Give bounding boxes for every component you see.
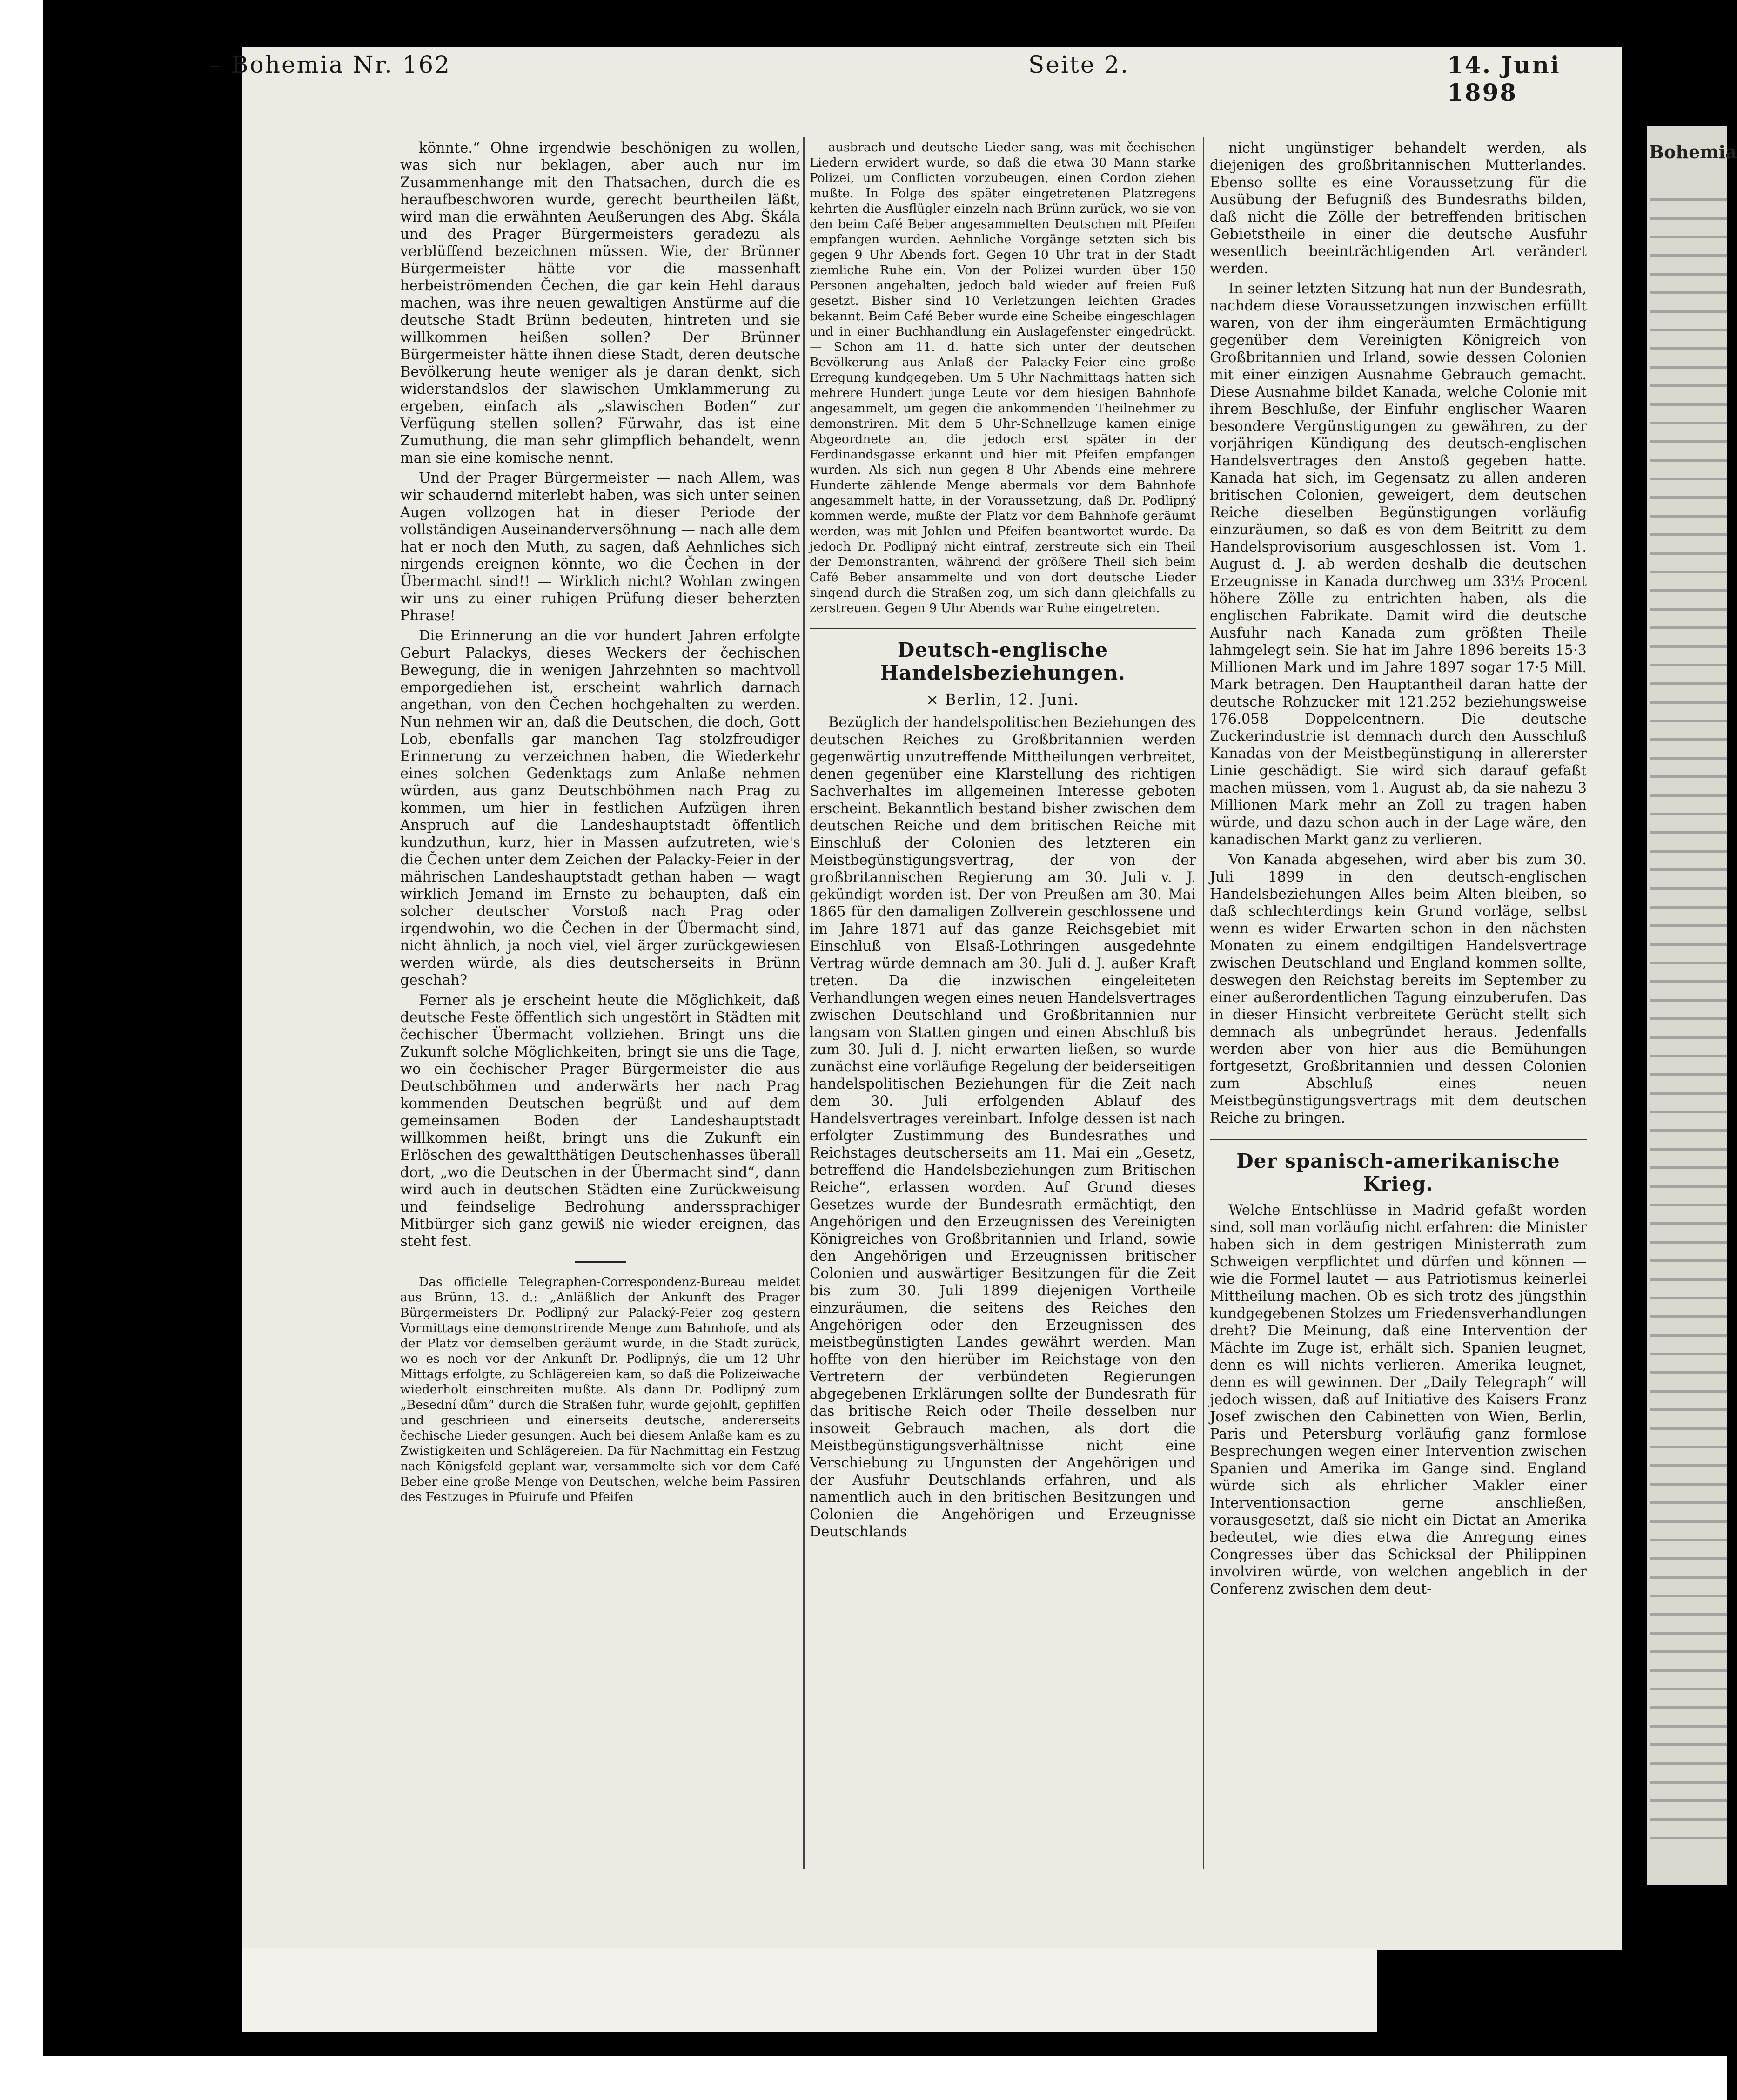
- adjacent-text-line: [1650, 493, 1727, 502]
- column-rule: [803, 137, 805, 1869]
- adjacent-text-line: [1650, 866, 1727, 874]
- adjacent-text-line: [1650, 195, 1727, 204]
- adjacent-text-line: [1650, 1033, 1727, 1042]
- adjacent-text-line: [1650, 214, 1727, 222]
- adjacent-text-line: [1650, 605, 1727, 613]
- adjacent-text-line: [1650, 1703, 1727, 1712]
- adjacent-text-line: [1650, 1108, 1727, 1116]
- adjacent-text-line: [1650, 1555, 1727, 1563]
- adjacent-text-line: [1650, 773, 1727, 781]
- column-1: [400, 140, 800, 1871]
- adjacent-text-line: [1650, 977, 1727, 986]
- adjacent-text-line: [1650, 1573, 1727, 1582]
- page-header: [209, 51, 1577, 106]
- adjacent-text-line: [1650, 289, 1727, 297]
- adjacent-text-line: [1650, 1741, 1727, 1749]
- adjacent-text-line: [1650, 1461, 1727, 1470]
- adjacent-text-line: [1650, 1089, 1727, 1097]
- adjacent-text-line: [1650, 661, 1727, 669]
- adjacent-text-line: [1650, 456, 1727, 464]
- adjacent-text-line: [1650, 1480, 1727, 1488]
- adjacent-text-line: [1650, 1536, 1727, 1544]
- article-paragraph: Welche Entschlüsse in Madrid gefaßt worden sind, soll man vorläufig nicht erfahren: die Minister haben sich in dem gestrigen Ministerrath zum Schweigen verpflichtet und dürfen und können — wie die Formel lautet — aus Patriotismus keinerlei Mittheilung machen. Ob es sich trotz des jüngsthin kundgegebenen Stolzes um Friedensverhandlungen dreht? Die Meinung, daß eine Intervention der Mächte im Zuge ist, erhält sich. Spanien leugnet, denn es will nichts verlieren. Amerika leugnet, denn es will gewinnen. Der „Daily Telegraph“ will jedoch wissen, daß auf Initiative des Kaisers Franz Josef zwischen den Cabinetten von Wien, Berlin, Paris und Petersburg vorläufig ganz formlose Besprechungen wegen einer Intervention zwischen Spanien und Amerika im Gange sind. England würde sich als ehrlicher Makler einer Interventionsaction gerne anschließen, vorausgesetzt, daß sie nicht ein Dictat an Amerika bedeutet, wie dies etwa die Anregung eines Congresses über das Schicksal der Philippinen involviren würde, von welchen angeblich in der Conferenz zwischen dem deut-: [1210, 1202, 1587, 1597]
- adjacent-text-line: [1650, 1778, 1727, 1786]
- adjacent-text-line: [1650, 1722, 1727, 1730]
- adjacent-text-line: [1650, 1759, 1727, 1768]
- adjacent-text-line: [1650, 382, 1727, 390]
- adjacent-text-line: [1650, 326, 1727, 334]
- article-paragraph: nicht ungünstiger behandelt werden, als diejenigen des großbritannischen Mutterlandes. Ebenso sollte es eine Voraussetzung für die Ausübung der Befugniß des Bundesraths bilden, daß nicht die Zölle der betreffenden britischen Gebietstheile in einer die deutsche Ausfuhr wesentlich beeinträchtigenden Art verändert werden.: [1210, 140, 1587, 277]
- adjacent-text-line: [1650, 1834, 1727, 1842]
- adjacent-text-line: [1650, 270, 1727, 278]
- column-rule: [1203, 137, 1204, 1869]
- adjacent-text-line: [1650, 1406, 1727, 1414]
- masthead-issue: – Bohemia Nr. 162: [209, 51, 451, 78]
- adjacent-text-line: [1650, 1592, 1727, 1600]
- adjacent-text-line: [1650, 1312, 1727, 1321]
- film-border-left: [0, 0, 43, 2100]
- article-paragraph: Ferner als je erscheint heute die Möglichkeit, daß deutsche Feste öffentlich sich ungestört in Städten mit čechischer Übermacht vollziehen. Bringt uns die Zukunft solche Möglichkeiten, bringt sie uns die Tage, wo ein čechischer Prager Bürgermeister die aus Deutschböhmen und anderwärts her nach Prag kommenden Deutschen begrüßt und auf dem gemeinsamen Boden der Landeshauptstadt willkommen heißt, bringt uns die Zukunft ein Erlöschen des gewaltthätigen Deutschenhasses überall dort, „wo die Deutschen in der Übermacht sind“, dann wird auch in deutschen Städten eine Zurückweisung und feindselige Bedrohung anderssprachiger Mitbürger sich ganz gewiß nie wieder ereignen, das steht fest.: [400, 992, 800, 1250]
- adjacent-page-fragment: [1647, 126, 1737, 1885]
- article-paragraph: Und der Prager Bürgermeister — nach Allem, was wir schaudernd miterlebt haben, was sich unter seinen Augen vollzogen hat in dieser Periode der vollständigen Auseinanderversöhnung — nach alle dem hat er noch den Muth, zu sagen, daß Aehnliches sich nirgends ereignen könnte, wo die Čechen in der Übermacht sind!! — Wirklich nicht? Wohlan zwingen wir uns zu einer ruhigen Prüfung dieser beherzten Phrase!: [400, 470, 800, 624]
- section-heading: Deutsch-englische Handelsbeziehungen.: [880, 639, 1126, 684]
- adjacent-text-line: [1650, 307, 1727, 316]
- news-report: Das officielle Telegraphen-Correspondenz-Bureau meldet aus Brünn, 13. d.: „Anläßlich der Ankunft des Prager Bürgermeisters Dr. Podlipný zur Palacký-Feier zog gestern Vormittags eine demonstrirende Menge zum Bahnhofe, und als der Platz vor demselben geräumt wurde, in die Stadt zurück, wo es noch vor der Ankunft Dr. Podlipnýs, die um 12 Uhr Mittags erfolgte, zu Schlägereien kam, so daß die Polizeiwache wiederholt einschreiten mußte. Als dann Dr. Podlipný zum „Besední dům“ durch die Straßen fuhr, wurde gejohlt, gepfiffen und geschrieen und einerseits deutsche, andererseits čechische Lieder gesungen. Auch bei diesem Anlaße kam es zu Zwistigkeiten und Schlägereien. Da für Nachmittag ein Festzug nach Königsfeld geplant war, versammelte sich vor dem Café Beber eine große Menge von Deutschen, welche beim Passiren des Festzuges in Pfuirufe und Pfeifen: [400, 1275, 800, 1504]
- adjacent-text-line: [1650, 940, 1727, 949]
- adjacent-text-line: [1650, 438, 1727, 446]
- adjacent-text-line: [1650, 996, 1727, 1004]
- adjacent-text-line: [1650, 1238, 1727, 1246]
- adjacent-text-line: [1650, 531, 1727, 539]
- article-paragraph: In seiner letzten Sitzung hat nun der Bundesrath, nachdem diese Voraussetzungen inzwischen erfüllt waren, von der ihm eingeräumten Ermächtigung gegenüber dem Vereinigten Königreich von Großbritannien und Irland, sowie dessen Colonien mit einer einzigen Ausnahme Gebrauch gemacht. Diese Ausnahme bildet Kanada, welche Colonie mit ihrem Beschluße, der Einfuhr englischer Waaren besondere Vergünstigungen zu gewähren, zu der vorjährigen Kündigung des deutsch-englischen Handelsvertrages den Anstoß gegeben hatte. Kanada hat sich, im Gegensatz zu allen anderen britischen Colonien, geweigert, dem deutschen Reiche dieselben Begünstigungen vorläufig einzuräumen, so daß es von dem Beitritt zu dem Handelsprovisorium ausgeschlossen ist. Vom 1. August d. J. ab werden deshalb die deutschen Erzeugnisse in Kanada durchweg um 33⅓ Procent höhere Zölle zu entrichten haben, als die englischen Fabrikate. Damit wird die deutsche Ausfuhr nach Kanada zum größten Theile lahmgelegt sein. Sie hat im Jahre 1896 bereits 15·3 Millionen Mark und im Jahre 1897 sogar 17·5 Mill. Mark betragen. Den Hauptantheil daran hatte der deutsche Rohzucker mit 121.252 beziehungsweise 176.058 Doppelcentnern. Die deutsche Zuckerindustrie ist demnach durch den Ausschluß Kanadas von der Meistbegünstigung in allererster Linie geschädigt. Sie wird sich darauf gefaßt machen müssen, vom 1. August ab, da sie nahezu 3 Millionen Mark mehr an Zoll zu tragen haben würde, und dazu schon auch in der Lage wäre, den kanadischen Markt ganz zu verlieren.: [1210, 281, 1587, 848]
- adjacent-text-line: [1650, 922, 1727, 930]
- adjacent-text-line: [1650, 959, 1727, 967]
- film-border-bottom: [0, 2056, 1727, 2100]
- article-paragraph: könnte.“ Ohne irgendwie beschönigen zu wollen, was sich nur beklagen, aber auch nur im Zusammenhange mit den Thatsachen, durch die es heraufbeschworen wurde, gerecht beurtheilen läßt, wird man die erwähnten Aeußerungen des Abg. Škála und des Prager Bürgermeisters geradezu als verblüffend bezeichnen müssen. Wie, der Brünner Bürgermeister hätte vor die massenhaft herbeiströmenden Čechen, die gar kein Hehl daraus machen, was ihre neuen gewaltigen Anstürme auf die deutsche Stadt Brünn bedeuten, hintreten und sie willkommen heißen sollen? Der Brünner Bürgermeister hätte ihnen diese Stadt, deren deutsche Bevölkerung heute weniger als je daran denkt, sich widerstandslos der slawischen Umklammerung zu ergeben, einfach als „slawischen Boden“ zur Verfügung stellen sollen? Fürwahr, das ist eine Zumuthung, die man sehr glimpflich behandelt, wenn man sie eine komische nennt.: [400, 140, 800, 466]
- adjacent-text-line: [1650, 1443, 1727, 1451]
- section-divider: [810, 628, 1196, 629]
- adjacent-text-line: [1650, 1015, 1727, 1023]
- adjacent-text-line: [1650, 1368, 1727, 1377]
- adjacent-text-line: [1650, 1331, 1727, 1339]
- page-number: Seite 2.: [1028, 51, 1130, 78]
- page-bottom-edge: [242, 1948, 1377, 2032]
- adjacent-text-line: [1650, 847, 1727, 855]
- adjacent-text-line: [1650, 1815, 1727, 1824]
- adjacent-text-line: [1650, 1126, 1727, 1135]
- adjacent-text-line: [1650, 735, 1727, 744]
- adjacent-text-line: [1650, 1350, 1727, 1358]
- adjacent-text-line: [1650, 1499, 1727, 1507]
- adjacent-text-line: [1650, 1387, 1727, 1395]
- adjacent-text-line: [1650, 810, 1727, 818]
- adjacent-text-line: [1650, 903, 1727, 911]
- article-paragraph: Die Erinnerung an die vor hundert Jahren erfolgte Geburt Palackys, dieses Weckers der čechischen Bewegung, die in wenigen Jahrzehnten so machtvoll emporgediehen ist, erscheint wahrlich darnach angethan, von den Čechen hochgehalten zu werden. Nun nehmen wir an, daß die Deutschen, die doch, Gott Lob, ebenfalls gar manchen Tag stolzfreudiger Erinnerung zu verzeichnen haben, die Wiederkehr eines solchen Gedenktags zum Anlaße nehmen würden, aus ganz Deutschböhmen nach Prag zu kommen, um hier in festlichen Aufzügen ihren Anspruch auf die Landeshauptstadt öffentlich kundzuthun, kurz, hier in Massen aufzutreten, wie's die Čechen unter dem Zeichen der Palacky-Feier in der mährischen Landeshauptstadt gethan haben — wagt wirklich Jemand im Ernste zu behaupten, daß ein solcher deutscher Vorstoß nach Prag oder irgendwohin, wo die Čechen in der Übermacht sind, nicht ähnlich, ja noch viel, viel ärger zurückgewiesen werden würde, als dies deutscherseits in Brünn geschah?: [400, 628, 800, 989]
- adjacent-text-line: [1650, 1145, 1727, 1153]
- adjacent-text-line: [1650, 1294, 1727, 1302]
- section-divider: [1210, 1139, 1587, 1140]
- adjacent-page-title: Bohemia: [1649, 141, 1737, 162]
- adjacent-text-line: [1650, 1052, 1727, 1060]
- adjacent-text-line: [1650, 1424, 1727, 1433]
- adjacent-text-line: [1650, 475, 1727, 483]
- adjacent-text-line: [1650, 698, 1727, 707]
- issue-date: 14. Juni 1898: [1447, 51, 1561, 106]
- adjacent-text-line: [1650, 754, 1727, 762]
- adjacent-text-line: [1650, 1164, 1727, 1172]
- adjacent-text-line: [1650, 363, 1727, 371]
- adjacent-text-line: [1650, 1275, 1727, 1284]
- news-report: ausbrach und deutsche Lieder sang, was mit čechischen Liedern erwidert wurde, so daß die etwa 30 Mann starke Polizei, um Conflicten vorzubeugen, einen Cordon ziehen mußte. In Folge des später eingetretenen Platzregens kehrten die Ausflügler einzeln nach Brünn zurück, wo sie von den beim Café Beber angesammelten Deutschen mit Pfeifen empfangen wurden. Aehnliche Vorgänge setzten sich bis gegen 9 Uhr Abends fort. Gegen 10 Uhr trat in der Stadt ziemliche Ruhe ein. Von der Polizei wurden über 150 Personen angehalten, jedoch bald wieder auf freien Fuß gesetzt. Bisher sind 10 Verletzungen leichten Grades bekannt. Beim Café Beber wurde eine Scheibe eingeschlagen und in einer Buchhandlung ein Auslagefenster eingedrückt. — Schon am 11. d. hatte sich unter der deutschen Bevölkerung aus Anlaß der Palacky-Feier eine große Erregung kundgegeben. Um 5 Uhr Nachmittags hatten sich mehrere Hundert junge Leute vor dem hiesigen Bahnhofe angesammelt, um gegen die ankommenden Theilnehmer zu demonstriren. Mit dem 5 Uhr-Schnellzuge kamen einige Abgeordnete an, die jedoch erst später in der Ferdinandsgasse erkannt und hier mit Pfeifen empfangen wurden. Als sich nun gegen 8 Uhr Abends eine mehrere Hunderte zählende Menge abermals vor dem Bahnhofe angesammelt hatte, in der Voraussetzung, daß Dr. Podlipný kommen werde, mußte der Platz vor dem Bahnhofe geräumt werden, was mit Johlen und Pfeifen beantwortet wurde. Da jedoch Dr. Podlipný nicht eintraf, zerstreute sich ein Theil der Demonstranten, während der größere Theil sich beim Café Beber ansammelte und von dort deutsche Lieder singend durch die Straßen zog, um sich dann gleichfalls zu zerstreuen. Gegen 9 Uhr Abends war Ruhe eingetreten.: [810, 140, 1196, 615]
- adjacent-text-line: [1650, 1797, 1727, 1805]
- adjacent-text-line: [1650, 1201, 1727, 1209]
- adjacent-text-line: [1650, 884, 1727, 893]
- adjacent-text-line: [1650, 419, 1727, 427]
- adjacent-text-line: [1650, 642, 1727, 651]
- adjacent-text-line: [1650, 1685, 1727, 1693]
- column-3: [1210, 140, 1587, 1871]
- adjacent-text-line: [1650, 1648, 1727, 1656]
- adjacent-text-line: [1650, 1257, 1727, 1265]
- column-2: [810, 140, 1196, 1871]
- adjacent-text-line: [1650, 680, 1727, 688]
- adjacent-text-line: [1650, 1629, 1727, 1637]
- adjacent-text-line: [1650, 568, 1727, 576]
- adjacent-text-line: [1650, 1182, 1727, 1191]
- article-paragraph: Bezüglich der handelspolitischen Beziehungen des deutschen Reiches zu Großbritannien werden gegenwärtig unzutreffende Mittheilungen verbreitet, denen gegenüber eine Klarstellung des richtigen Sachverhaltes im allgemeinen Interesse geboten erscheint. Bekanntlich bestand bisher zwischen dem deutschen Reiche und dem britischen Reiche mit Einschluß der Colonien des letzteren ein Meistbegünstigungsvertrag, der von der großbritannischen Regierung am 30. Juli v. J. gekündigt worden ist. Der von Preußen am 30. Mai 1865 für den damaligen Zollverein geschlossene und im Jahre 1871 auf das ganze Reichsgebiet mit Einschluß von Elsaß-Lothringen ausgedehnte Vertrag würde demnach am 30. Juli d. J. außer Kraft treten. Da die inzwischen eingeleiteten Verhandlungen wegen eines neuen Handelsvertrages zwischen Deutschland und Großbritannien nur langsam von Statten gingen und einen Abschluß bis zum 30. Juli d. J. nicht erwarten ließen, so wurde zunächst eine vorläufige Regelung der beiderseitigen handelspolitischen Beziehungen für die Zeit nach dem 30. Juli erfolgenden Ablauf des Handelsvertrages vereinbart. Infolge dessen ist nach erfolgter Zustimmung des Bundesrathes und Reichstages deutscherseits am 11. Mai ein „Gesetz, betreffend die Handelsbeziehungen zum Britischen Reiche“, erlassen worden. Auf Grund dieses Gesetzes wurde der Bundesrath ermächtigt, den Angehörigen und den Erzeugnissen des Vereinigten Königreiches von Großbritannien und Irland, sowie den Angehörigen und Erzeugnissen britischer Colonien und auswärtiger Besitzungen für die Zeit bis zum 30. Juli 1899 diejenigen Vortheile einzuräumen, die seitens des Reiches den Angehörigen oder den Erzeugnissen des meistbegünstigten Landes gewährt werden. Man hoffte von den hierüber im Reichstage von den Vertretern der verbündeten Regierungen abgegebenen Erklärungen sollte der Bundesrath für das britische Reich oder Theile desselben nur insoweit Gebrauch machen, als dort die Meistbegünstigungsverhältnisse nicht eine Verschiebung zu Ungunsten der Angehörigen und der Ausfuhr Deutschlands erfahren, und als namentlich auch in den britischen Besitzungen und Colonien die Angehörigen und Erzeugnisse Deutschlands: [810, 714, 1196, 1540]
- adjacent-text-line: [1650, 512, 1727, 520]
- adjacent-text-line: [1650, 1517, 1727, 1526]
- short-divider: [575, 1261, 626, 1263]
- adjacent-text-line: [1650, 828, 1727, 837]
- adjacent-text-line: [1650, 791, 1727, 800]
- adjacent-text-line: [1650, 400, 1727, 409]
- adjacent-text-line: [1650, 233, 1727, 241]
- adjacent-text-line: [1650, 1610, 1727, 1619]
- adjacent-text-line: [1650, 624, 1727, 632]
- adjacent-text-line: [1650, 1219, 1727, 1228]
- adjacent-text-line: [1650, 344, 1727, 353]
- adjacent-text-line: [1650, 717, 1727, 725]
- adjacent-text-line: [1650, 1070, 1727, 1079]
- article-paragraph: Von Kanada abgesehen, wird aber bis zum 30. Juli 1899 in den deutsch-englischen Handelsbeziehungen Alles beim Alten bleiben, so daß schlechterdings kein Grund vorläge, selbst wenn es wider Erwarten schon in den nächsten Monaten zu einem endgiltigen Handelsvertrage zwischen Deutschland und England kommen sollte, deswegen den Reichstag bereits im September zu einer außerordentlichen Tagung einzuberufen. Das in dieser Hinsicht verbreitete Gerücht stellt sich demnach als unbegründet heraus. Jedenfalls werden aber von hier aus die Bemühungen fortgesetzt, Großbritannien und dessen Colonien zum Abschluß eines neuen Meistbegünstigungsvertrags mit dem deutschen Reiche zu bringen.: [1210, 852, 1587, 1126]
- dateline: ⨯ Berlin, 12. Juni.: [926, 691, 1080, 708]
- section-heading: Der spanisch-amerikanische Krieg.: [1236, 1150, 1560, 1195]
- adjacent-text-line: [1650, 549, 1727, 558]
- adjacent-text-line: [1650, 586, 1727, 595]
- adjacent-text-line: [1650, 1666, 1727, 1675]
- adjacent-text-line: [1650, 251, 1727, 260]
